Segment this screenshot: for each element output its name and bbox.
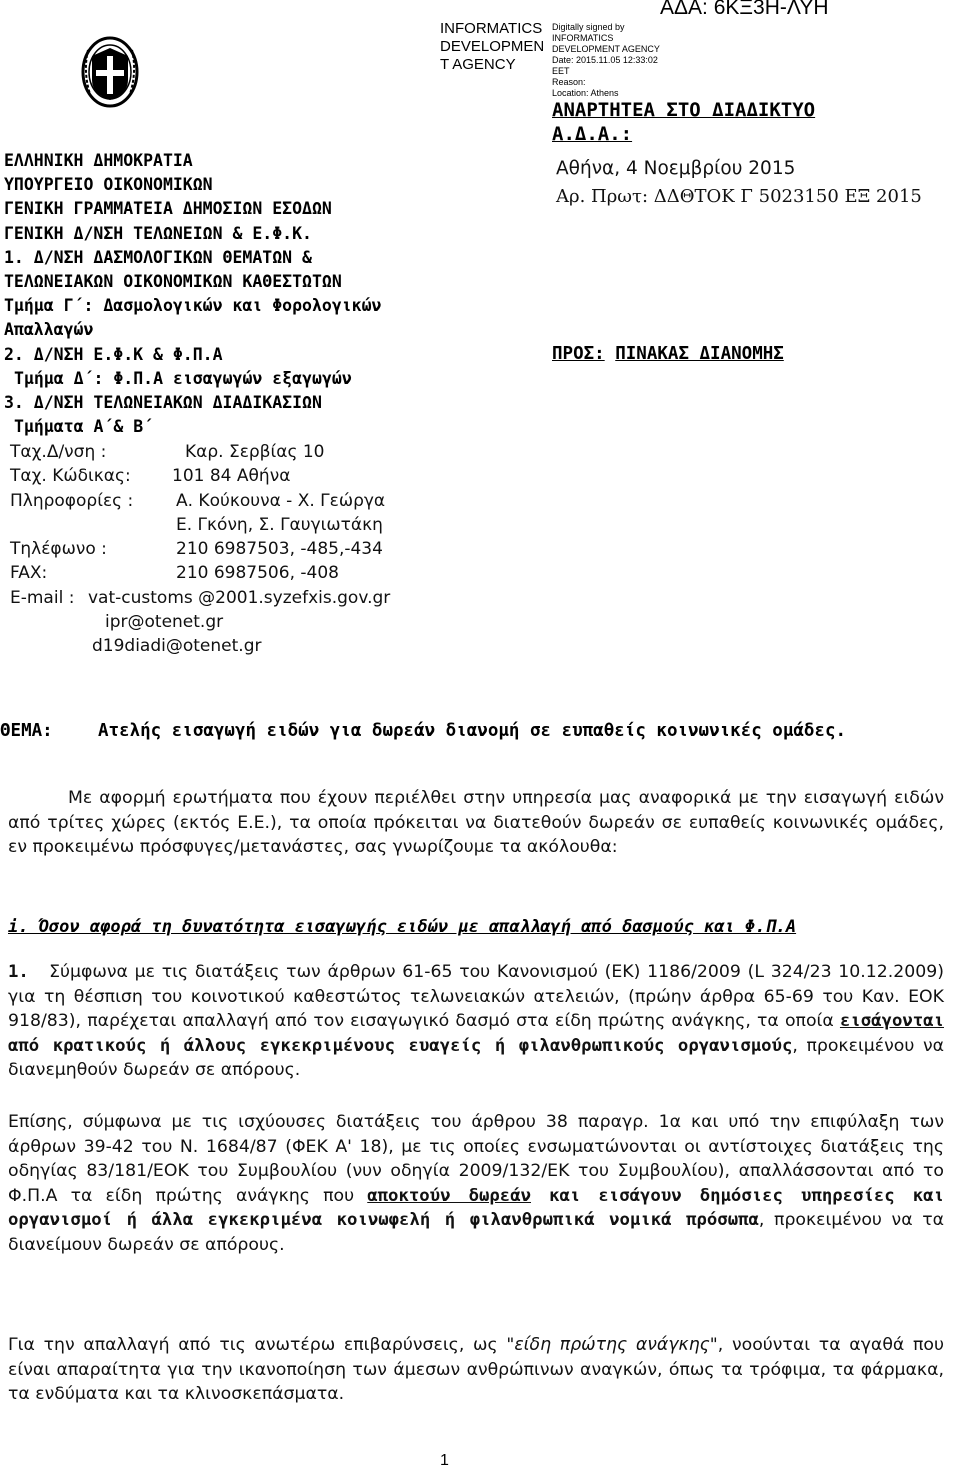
sender-line: ΓΕΝΙΚΗ Δ/ΝΣΗ ΤΕΛΩΝΕΙΩΝ & Ε.Φ.Κ.: [4, 223, 312, 243]
signature-line: Reason:: [552, 77, 586, 87]
paragraph-text: ", νοούνται τα αγαθά που είναι απαραίτητα για την ικανοποίηση των άμεσων ανθρώπινων αναγκών, όπως τα τρόφιμα, τα φάρμακα, τα ενδύματα και τα κλινοσκεπάσματα.: [8, 1335, 944, 1405]
paragraph-text: Σύμφωνα με τις διατάξεις των άρθρων 61-65 του Κανονισμού (ΕΚ) 1186/2009 (L 324/23 10.12.2009) για τη θέσπιση του κοινοτικού καθεστώτος τελωνειακών ατελειών, (πρώην άρθρα 65-69 του Καν. ΕΟΚ 918/83), παρέχεται απαλλαγή από τον εισαγωγικό δασμό στα είδη πρώτης ανάγκης, τα οποία: [8, 962, 944, 1032]
signature-line: INFORMATICS: [552, 33, 614, 43]
sender-line: ΤΕΛΩΝΕΙΑΚΩΝ ΟΙΚΟΝΟΜΙΚΩΝ ΚΑΘΕΣΤΩΤΩΝ: [4, 272, 342, 292]
recipient-value: ΠΙΝΑΚΑΣ ΔΙΑΝΟΜΗΣ: [615, 344, 784, 364]
signature-line: Date: 2015.11.05 12:33:02: [552, 55, 658, 65]
sender-line: ΕΛΛΗΝΙΚΗ ΔΗΜΟΚΡΑΤΙΑ: [4, 151, 193, 170]
protocol-number: Αρ. Πρωτ: ΔΔΘΤΟΚ Γ 5023150 ΕΞ 2015: [556, 186, 922, 207]
signature-line: Digitally signed by: [552, 22, 625, 32]
intro-text: Με αφορμή ερωτήματα που έχουν περιέλθει στην υπηρεσία μας αναφορικά με την εισαγωγή ειδών από τρίτες χώρες (εκτός Ε.Ε.), τα οποία πρόκειται να διατεθούν δωρεάν σε ευπαθείς κοινωνικές ομάδες, εν προκειμένω πρόσφυγες/μετανάστες, σας γνωρίζουμε τα ακόλουθα:: [8, 788, 944, 858]
address-value: Καρ. Σερβίας 10: [185, 442, 325, 462]
ada-code: ΑΔΑ: 6ΚΞ3Η-ΛΥΗ: [660, 0, 829, 19]
postcode-label: Ταχ. Κώδικας:: [10, 466, 131, 487]
sender-line: Τμήμα Γ΄: Δασμολογικών και Φορολογικών: [4, 296, 382, 316]
info-label: Πληροφορίες :: [10, 490, 134, 511]
paragraph-1: [8, 960, 944, 1083]
email-link[interactable]: d19diadi@otenet.gr: [92, 636, 262, 657]
email-label: E-mail :: [10, 587, 75, 608]
section-heading: i. Όσον αφορά τη δυνατότητα εισαγωγής ειδών με απαλλαγή από δασμούς και Φ.Π.Α: [8, 917, 797, 937]
info-value: Ε. Γκόνη, Σ. Γαυγιωτάκη: [176, 514, 383, 535]
email-link[interactable]: vat-customs @2001.syzefxis.gov.gr: [88, 587, 391, 608]
paragraph-emphasis: από κρατικούς ή άλλους εγκεκριμένους ευαγείς ή φιλανθρωπικούς οργανισμούς: [8, 1035, 793, 1056]
sender-line: ΓΕΝΙΚΗ ΓΡΑΜΜΑΤΕΙΑ ΔΗΜΟΣΙΩΝ ΕΣΟΔΩΝ: [4, 199, 332, 219]
subject-label: ΘΕΜΑ:: [0, 721, 53, 741]
sender-header: [4, 149, 524, 439]
paragraph-text: , προκειμένου να διανεμηθούν δωρεάν σε απόρους.: [8, 1035, 944, 1081]
greek-emblem-icon: [78, 32, 142, 112]
paragraph-text: , προκειμένου να τα διανείμουν δωρεάν σε απόρους.: [8, 1210, 944, 1255]
address-label: Ταχ.Δ/νση :: [10, 442, 107, 462]
info-value: Α. Κούκουνα - Χ. Γεώργα: [176, 490, 386, 511]
signature-name: INFORMATICS DEVELOPMEN T AGENCY: [440, 20, 545, 73]
signature-line: EET: [552, 66, 570, 76]
intro-paragraph: [8, 786, 944, 860]
email-link[interactable]: ipr@otenet.gr: [105, 612, 224, 633]
subject-text: Ατελής εισαγωγή ειδών για δωρεάν διανομή σε ευπαθείς κοινωνικές ομάδες.: [98, 721, 847, 741]
document-date: Αθήνα, 4 Νοεμβρίου 2015: [556, 158, 796, 179]
paragraph-text: Για την απαλλαγή από τις ανωτέρω επιβαρύνσεις, ως ": [8, 1335, 515, 1355]
paragraph-emphasis: αποκτούν δωρεάν: [367, 1185, 531, 1206]
sender-line: Τμήματα Α΄& Β΄: [14, 417, 154, 437]
digital-signature: [440, 20, 670, 98]
phone-label: Τηλέφωνο :: [10, 539, 107, 560]
paragraph-emphasis: και εισάγουν δημόσιες υπηρεσίες και οργανισμοί ή άλλα εγκεκριμένα κοινωφελή ή φιλανθρωπικά νομικά πρόσωπα: [8, 1185, 944, 1231]
paragraph-emphasis: εισάγονται: [839, 1011, 944, 1032]
signature-details: [552, 22, 660, 99]
posting-line: Α.Δ.Α.:: [552, 123, 633, 145]
fax-value: 210 6987506, -408: [176, 563, 339, 584]
paragraph-2: [8, 1110, 944, 1258]
sender-line: Απαλλαγών: [4, 320, 94, 340]
sender-line: Τμήμα Δ΄: Φ.Π.Α εισαγωγών εξαγωγών: [14, 368, 352, 388]
postcode-value: 101 84 Αθήνα: [172, 466, 291, 487]
fax-label: FAX:: [10, 563, 48, 584]
signature-line: DEVELOPMENT AGENCY: [552, 44, 660, 54]
phone-value: 210 6987503, -485,-434: [176, 539, 383, 560]
paragraph-text: Επίσης, σύμφωνα με τις ισχύουσες διατάξεις του άρθρου 38 παραγρ. 1α και υπό την επιφύλαξη των άρθρων 39-42 του Ν. 1684/87 (ΦΕΚ Α' 18), με τις οποίες ενσωματώνονται οι αντίστοιχες διατάξεις της οδηγίας 83/181/ΕΟΚ του Συμβουλίου (νυν οδηγία 2009/132/ΕΚ του Συμβουλίου), απαλλάσσονται από το Φ.Π.Α τα είδη πρώτης ανάγκης που: [8, 1112, 944, 1206]
page-number: 1: [440, 1452, 449, 1469]
sender-line: 1. Δ/ΝΣΗ ΔΑΣΜΟΛΟΓΙΚΩΝ ΘΕΜΑΤΩΝ &: [4, 247, 312, 267]
posting-notice: [552, 98, 815, 146]
paragraph-number: 1.: [8, 962, 29, 982]
paragraph-3: [8, 1333, 944, 1407]
subject: [0, 721, 846, 741]
posting-line: ΑΝΑΡΤΗΤΕΑ ΣΤΟ ΔΙΑΔΙΚΤΥΟ: [552, 99, 816, 121]
sender-line: ΥΠΟΥΡΓΕΙΟ ΟΙΚΟΝΟΜΙΚΩΝ: [4, 175, 213, 195]
paragraph-emphasis: είδη πρώτης ανάγκης: [514, 1335, 710, 1355]
recipient: [552, 344, 784, 364]
sender-line: 3. Δ/ΝΣΗ ΤΕΛΩΝΕΙΑΚΩΝ ΔΙΑΔΙΚΑΣΙΩΝ: [4, 393, 322, 413]
signature-line: Location: Athens: [552, 88, 619, 98]
sender-line: 2. Δ/ΝΣΗ Ε.Φ.Κ & Φ.Π.Α: [4, 344, 223, 364]
recipient-label: ΠΡΟΣ:: [552, 344, 605, 364]
